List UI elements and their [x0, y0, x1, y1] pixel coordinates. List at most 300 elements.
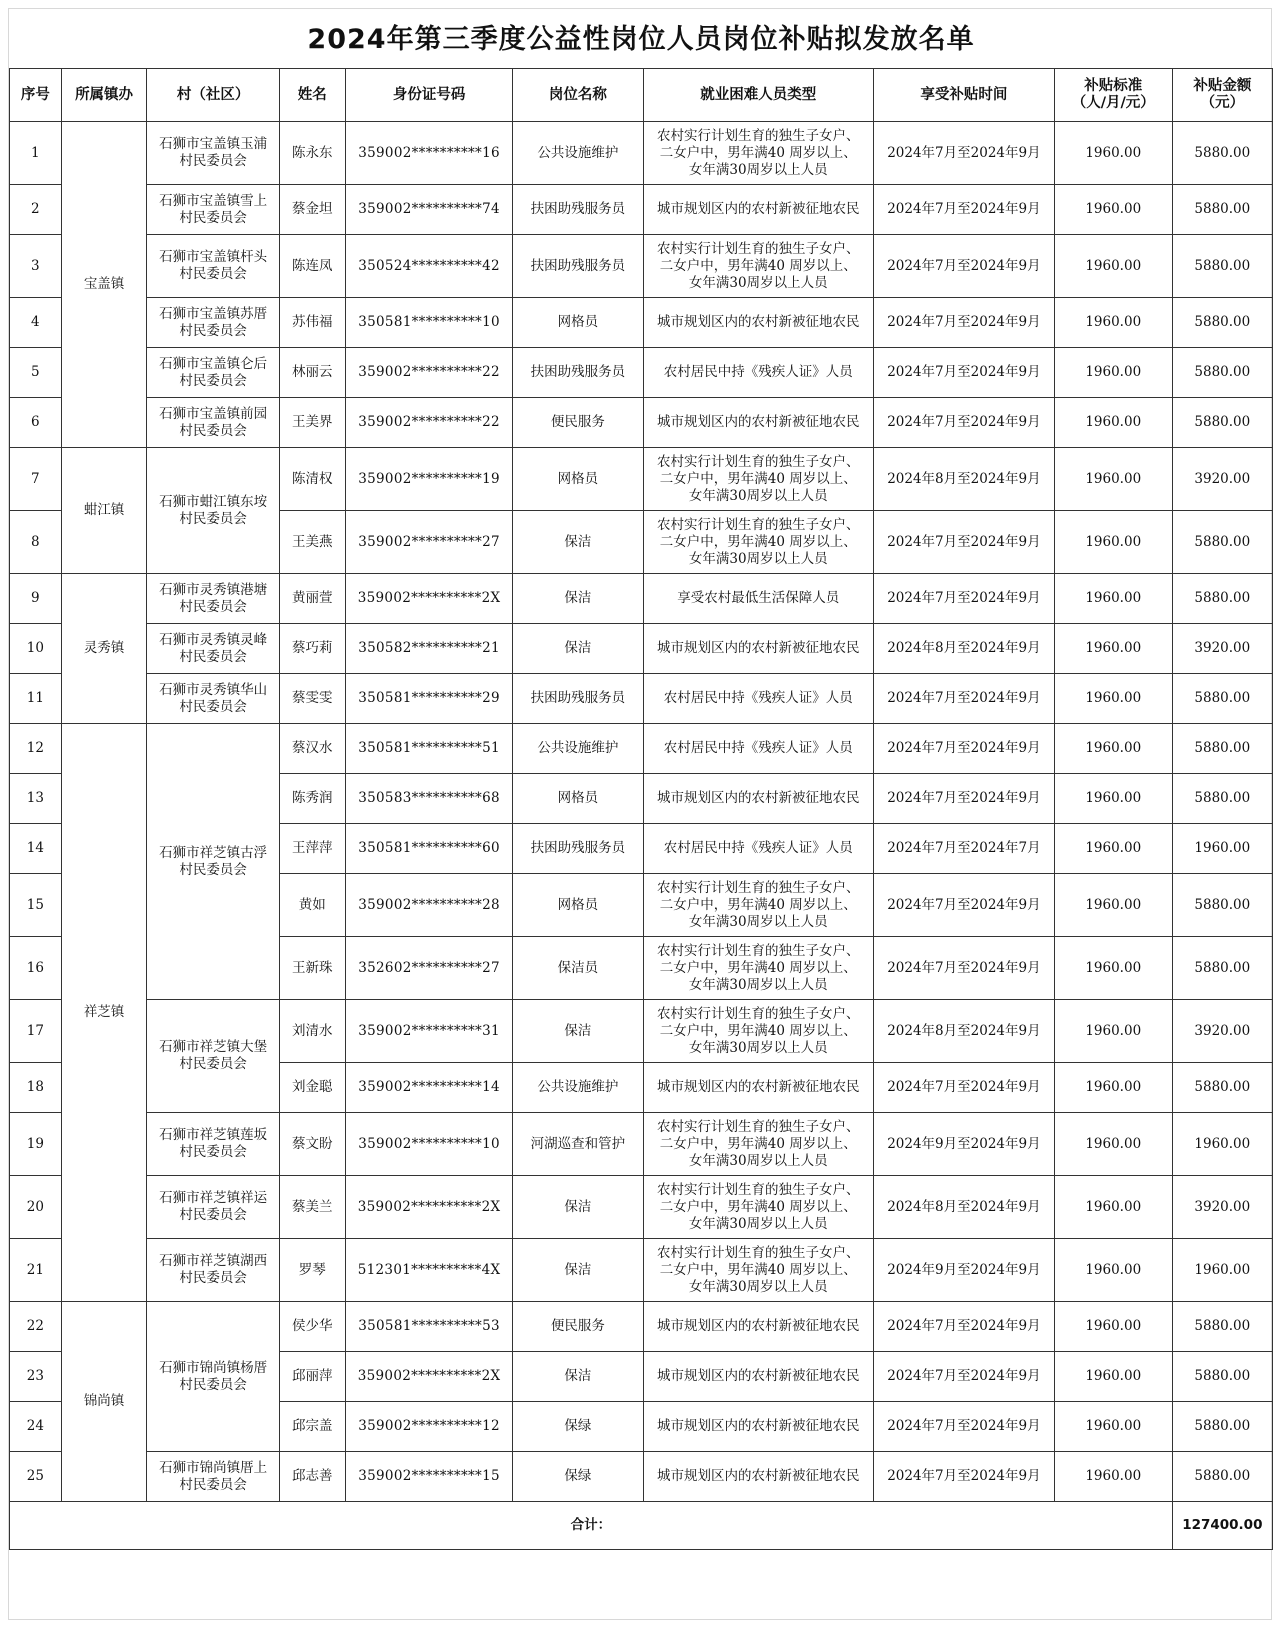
difficulty-type-line: 二女户中，男年满40 周岁以上、: [659, 144, 857, 161]
cell-name: 王新珠: [279, 937, 345, 1000]
village-line: 村民委员会: [179, 698, 247, 715]
cell-name: 陈永东: [279, 122, 345, 185]
cell-post: 网格员: [513, 874, 643, 937]
header-village: 村（社区）: [147, 69, 279, 122]
table-row: [10, 624, 1273, 674]
cell-post: 保洁: [513, 574, 643, 624]
cell-std: 1960.00: [1054, 122, 1172, 185]
cell-amount: 3920.00: [1172, 448, 1272, 511]
cell-difficulty-type: [643, 824, 873, 874]
difficulty-type-line: 城市规划区内的农村新被征地农民: [657, 640, 860, 656]
cell-no: 11: [10, 674, 62, 724]
cell-std: 1960.00: [1054, 348, 1172, 398]
cell-amount: 5880.00: [1172, 674, 1272, 724]
cell-id-number: 359002**********16: [345, 122, 512, 185]
village-line: 村民委员会: [179, 322, 247, 339]
cell-id-number: 350581**********51: [345, 724, 512, 774]
cell-post: 扶困助残服务员: [513, 185, 643, 235]
cell-difficulty-type: [643, 1000, 873, 1063]
table-row: [10, 674, 1273, 724]
cell-id-number: 512301**********4X: [345, 1239, 512, 1302]
cell-post: 网格员: [513, 774, 643, 824]
cell-post: 保绿: [513, 1452, 643, 1502]
cell-id-number: 359002**********22: [345, 398, 512, 448]
difficulty-type-line: 农村居民中持《残疾人证》人员: [663, 740, 853, 756]
cell-std: 1960.00: [1054, 1063, 1172, 1113]
cell-std: 1960.00: [1054, 185, 1172, 235]
cell-difficulty-type: [643, 1176, 873, 1239]
cell-difficulty-type: [643, 874, 873, 937]
cell-name: 黄丽萱: [279, 574, 345, 624]
table-row: [10, 185, 1273, 235]
village-line: 石狮市灵秀镇华山: [159, 681, 268, 698]
cell-name: 林丽云: [279, 348, 345, 398]
cell-period: 2024年7月至2024年9月: [873, 724, 1054, 774]
cell-village: [147, 574, 279, 624]
difficulty-type-line: 女年满30周岁以上人员: [688, 1215, 828, 1232]
header-std-line2: （人/月/元）: [1071, 95, 1155, 111]
cell-id-number: 359002**********27: [345, 511, 512, 574]
cell-post: 保洁: [513, 1239, 643, 1302]
cell-id-number: 350581**********53: [345, 1302, 512, 1352]
cell-no: 3: [10, 235, 62, 298]
village-line: 石狮市祥芝镇祥运: [159, 1190, 268, 1206]
cell-amount: 3920.00: [1172, 624, 1272, 674]
village-line: 村民委员会: [179, 1056, 247, 1072]
cell-name: 刘金聪: [279, 1063, 345, 1113]
cell-post: 便民服务: [513, 398, 643, 448]
difficulty-type-line: 女年满30周岁以上人员: [688, 1152, 828, 1169]
difficulty-type-line: 二女户中，男年满40 周岁以上、: [659, 533, 857, 550]
cell-id-number: 352602**********27: [345, 937, 512, 1000]
cell-no: 6: [10, 398, 62, 448]
cell-village: [147, 1176, 279, 1239]
cell-period: 2024年7月至2024年9月: [873, 1402, 1054, 1452]
cell-period: 2024年7月至2024年9月: [873, 235, 1054, 298]
village-line: 村民委员会: [179, 422, 247, 439]
cell-difficulty-type: [643, 1113, 873, 1176]
cell-std: 1960.00: [1054, 448, 1172, 511]
cell-id-number: 359002**********10: [345, 1113, 512, 1176]
cell-period: 2024年8月至2024年9月: [873, 624, 1054, 674]
cell-std: 1960.00: [1054, 724, 1172, 774]
difficulty-type-line: 享受农村最低生活保障人员: [677, 590, 840, 606]
cell-amount: 1960.00: [1172, 1113, 1272, 1176]
table-row: [10, 724, 1273, 774]
village-line: 村民委员会: [179, 1270, 247, 1286]
difficulty-type-line: 二女户中，男年满40 周岁以上、: [659, 1261, 857, 1278]
cell-name: 蔡汉水: [279, 724, 345, 774]
table-row: [10, 348, 1273, 398]
cell-period: 2024年7月至2024年9月: [873, 122, 1054, 185]
cell-no: 5: [10, 348, 62, 398]
cell-amount: 5880.00: [1172, 235, 1272, 298]
village-line: 村民委员会: [179, 1376, 247, 1393]
village-line: 石狮市祥芝镇湖西: [159, 1253, 268, 1269]
cell-period: 2024年9月至2024年9月: [873, 1239, 1054, 1302]
cell-no: 13: [10, 774, 62, 824]
cell-difficulty-type: [643, 1402, 873, 1452]
cell-post: 扶困助残服务员: [513, 824, 643, 874]
cell-std: 1960.00: [1054, 774, 1172, 824]
total-row: [10, 1502, 1273, 1550]
table-row: [10, 1113, 1273, 1176]
difficulty-type-line: 城市规划区内的农村新被征地农民: [657, 790, 860, 806]
cell-post: 保洁员: [513, 937, 643, 1000]
table-row: [10, 1176, 1273, 1239]
cell-no: 14: [10, 824, 62, 874]
difficulty-type-line: 二女户中，男年满40 周岁以上、: [659, 1198, 857, 1215]
difficulty-type-line: 农村实行计划生育的独生子女户、: [657, 1244, 860, 1261]
cell-std: 1960.00: [1054, 624, 1172, 674]
village-line: 石狮市锦尚镇厝上: [159, 1459, 268, 1476]
village-line: 石狮市祥芝镇古浮: [159, 844, 268, 861]
cell-amount: 5880.00: [1172, 724, 1272, 774]
cell-amount: 3920.00: [1172, 1000, 1272, 1063]
cell-amount: 5880.00: [1172, 298, 1272, 348]
cell-std: 1960.00: [1054, 1452, 1172, 1502]
header-id: 身份证号码: [345, 69, 512, 122]
cell-difficulty-type: [643, 937, 873, 1000]
cell-difficulty-type: [643, 348, 873, 398]
cell-no: 2: [10, 185, 62, 235]
cell-town: 宝盖镇: [61, 122, 147, 448]
difficulty-type-line: 二女户中，男年满40 周岁以上、: [659, 257, 857, 274]
cell-post: 保洁: [513, 511, 643, 574]
cell-post: 网格员: [513, 298, 643, 348]
village-line: 石狮市锦尚镇杨厝: [159, 1359, 268, 1376]
village-line: 石狮市灵秀镇灵峰: [159, 631, 268, 648]
cell-name: 陈秀润: [279, 774, 345, 824]
difficulty-type-line: 二女户中，男年满40 周岁以上、: [659, 1022, 857, 1039]
difficulty-type-line: 二女户中，男年满40 周岁以上、: [659, 470, 857, 487]
cell-no: 10: [10, 624, 62, 674]
cell-post: 网格员: [513, 448, 643, 511]
cell-id-number: 359002**********2X: [345, 574, 512, 624]
header-amt-line1: 补贴金额: [1193, 78, 1252, 94]
cell-std: 1960.00: [1054, 1176, 1172, 1239]
cell-village: [147, 185, 279, 235]
table-row: [10, 448, 1273, 511]
village-line: 村民委员会: [179, 1207, 247, 1223]
document-page: [8, 8, 1272, 1620]
total-label: 合计：: [10, 1502, 1173, 1550]
table-row: [10, 1452, 1273, 1502]
cell-post: 保洁: [513, 1352, 643, 1402]
cell-difficulty-type: [643, 511, 873, 574]
difficulty-type-line: 女年满30周岁以上人员: [688, 550, 828, 567]
cell-amount: 5880.00: [1172, 1452, 1272, 1502]
cell-difficulty-type: [643, 1063, 873, 1113]
cell-period: 2024年7月至2024年9月: [873, 1063, 1054, 1113]
difficulty-type-line: 女年满30周岁以上人员: [688, 274, 828, 291]
cell-std: 1960.00: [1054, 298, 1172, 348]
cell-name: 苏伟福: [279, 298, 345, 348]
difficulty-type-line: 农村实行计划生育的独生子女户、: [657, 127, 860, 144]
cell-period: 2024年7月至2024年9月: [873, 398, 1054, 448]
cell-town: 蚶江镇: [61, 448, 147, 574]
cell-name: 黄如: [279, 874, 345, 937]
cell-post: 保洁: [513, 1000, 643, 1063]
cell-std: 1960.00: [1054, 574, 1172, 624]
cell-no: 1: [10, 122, 62, 185]
header-std: [1054, 69, 1172, 122]
cell-std: 1960.00: [1054, 235, 1172, 298]
village-line: 村民委员会: [179, 648, 247, 665]
difficulty-type-line: 女年满30周岁以上人员: [688, 976, 828, 993]
village-line: 石狮市宝盖镇杆头: [159, 249, 268, 265]
cell-name: 王萍萍: [279, 824, 345, 874]
cell-village: [147, 624, 279, 674]
cell-id-number: 359002**********2X: [345, 1176, 512, 1239]
difficulty-type-line: 农村居民中持《残疾人证》人员: [663, 690, 853, 706]
cell-std: 1960.00: [1054, 1302, 1172, 1352]
table-row: [10, 1000, 1273, 1063]
cell-id-number: 359002**********28: [345, 874, 512, 937]
table-row: [10, 398, 1273, 448]
cell-no: 12: [10, 724, 62, 774]
cell-village: [147, 1452, 279, 1502]
cell-amount: 5880.00: [1172, 774, 1272, 824]
cell-amount: 5880.00: [1172, 937, 1272, 1000]
difficulty-type-line: 城市规划区内的农村新被征地农民: [657, 1418, 860, 1434]
cell-amount: 5880.00: [1172, 874, 1272, 937]
cell-std: 1960.00: [1054, 398, 1172, 448]
cell-amount: 5880.00: [1172, 185, 1272, 235]
difficulty-type-line: 女年满30周岁以上人员: [688, 487, 828, 504]
cell-village: [147, 1302, 279, 1452]
cell-difficulty-type: [643, 674, 873, 724]
cell-difficulty-type: [643, 122, 873, 185]
cell-no: 23: [10, 1352, 62, 1402]
cell-difficulty-type: [643, 185, 873, 235]
village-line: 石狮市宝盖镇雪上: [159, 192, 268, 209]
cell-village: [147, 674, 279, 724]
cell-amount: 5880.00: [1172, 1352, 1272, 1402]
cell-post: 保洁: [513, 1176, 643, 1239]
cell-period: 2024年7月至2024年9月: [873, 574, 1054, 624]
cell-no: 21: [10, 1239, 62, 1302]
cell-no: 25: [10, 1452, 62, 1502]
difficulty-type-line: 农村实行计划生育的独生子女户、: [657, 240, 860, 257]
cell-village: [147, 235, 279, 298]
cell-no: 20: [10, 1176, 62, 1239]
cell-id-number: 359002**********12: [345, 1402, 512, 1452]
cell-name: 王美界: [279, 398, 345, 448]
total-value: 127400.00: [1172, 1502, 1272, 1550]
cell-no: 16: [10, 937, 62, 1000]
difficulty-type-line: 城市规划区内的农村新被征地农民: [657, 201, 860, 217]
village-line: 村民委员会: [179, 209, 247, 226]
cell-std: 1960.00: [1054, 937, 1172, 1000]
cell-std: 1960.00: [1054, 874, 1172, 937]
header-std-line1: 补贴标准: [1084, 78, 1143, 94]
cell-std: 1960.00: [1054, 824, 1172, 874]
cell-post: 保洁: [513, 624, 643, 674]
cell-post: 便民服务: [513, 1302, 643, 1352]
difficulty-type-line: 女年满30周岁以上人员: [688, 913, 828, 930]
cell-name: 罗琴: [279, 1239, 345, 1302]
cell-amount: 5880.00: [1172, 348, 1272, 398]
cell-no: 19: [10, 1113, 62, 1176]
difficulty-type-line: 农村实行计划生育的独生子女户、: [657, 516, 860, 533]
header-amt-line2: （元）: [1200, 95, 1245, 111]
cell-name: 王美燕: [279, 511, 345, 574]
cell-amount: 5880.00: [1172, 398, 1272, 448]
table-row: [10, 235, 1273, 298]
cell-amount: 1960.00: [1172, 824, 1272, 874]
cell-id-number: 359002**********2X: [345, 1352, 512, 1402]
cell-post: 扶困助残服务员: [513, 674, 643, 724]
cell-difficulty-type: [643, 235, 873, 298]
cell-period: 2024年9月至2024年9月: [873, 1113, 1054, 1176]
cell-village: [147, 448, 279, 574]
cell-post: 保绿: [513, 1402, 643, 1452]
document-title: 2024年第三季度公益性岗位人员岗位补贴拟发放名单: [307, 24, 975, 55]
cell-difficulty-type: [643, 448, 873, 511]
cell-no: 22: [10, 1302, 62, 1352]
cell-period: 2024年8月至2024年9月: [873, 448, 1054, 511]
difficulty-type-line: 城市规划区内的农村新被征地农民: [657, 1368, 860, 1384]
cell-period: 2024年7月至2024年9月: [873, 774, 1054, 824]
cell-amount: 5880.00: [1172, 122, 1272, 185]
cell-difficulty-type: [643, 298, 873, 348]
cell-id-number: 359002**********19: [345, 448, 512, 511]
cell-no: 17: [10, 1000, 62, 1063]
cell-difficulty-type: [643, 1352, 873, 1402]
cell-amount: 5880.00: [1172, 1402, 1272, 1452]
village-line: 石狮市宝盖镇苏厝: [159, 305, 268, 322]
difficulty-type-line: 农村居民中持《残疾人证》人员: [663, 840, 853, 856]
difficulty-type-line: 女年满30周岁以上人员: [688, 1039, 828, 1056]
cell-period: 2024年7月至2024年9月: [873, 511, 1054, 574]
cell-name: 邱志善: [279, 1452, 345, 1502]
difficulty-type-line: 农村居民中持《残疾人证》人员: [663, 364, 853, 380]
difficulty-type-line: 城市规划区内的农村新被征地农民: [657, 1079, 860, 1095]
cell-std: 1960.00: [1054, 511, 1172, 574]
cell-period: 2024年8月至2024年9月: [873, 1176, 1054, 1239]
cell-id-number: 350581**********29: [345, 674, 512, 724]
cell-period: 2024年7月至2024年9月: [873, 874, 1054, 937]
cell-name: 蔡文盼: [279, 1113, 345, 1176]
village-line: 石狮市灵秀镇港塘: [159, 581, 268, 598]
village-line: 石狮市蚶江镇东垵: [159, 493, 268, 510]
difficulty-type-line: 城市规划区内的农村新被征地农民: [657, 414, 860, 430]
subsidy-table: [9, 68, 1273, 1550]
cell-id-number: 350583**********68: [345, 774, 512, 824]
cell-amount: 1960.00: [1172, 1239, 1272, 1302]
difficulty-type-line: 农村实行计划生育的独生子女户、: [657, 942, 860, 959]
cell-difficulty-type: [643, 724, 873, 774]
village-line: 石狮市祥芝镇大堡: [159, 1039, 268, 1055]
cell-amount: 5880.00: [1172, 1302, 1272, 1352]
cell-name: 陈连凤: [279, 235, 345, 298]
cell-no: 8: [10, 511, 62, 574]
difficulty-type-line: 二女户中，男年满40 周岁以上、: [659, 896, 857, 913]
header-town: 所属镇办: [61, 69, 147, 122]
cell-period: 2024年7月至2024年9月: [873, 298, 1054, 348]
cell-amount: 3920.00: [1172, 1176, 1272, 1239]
table-body: [10, 122, 1273, 1502]
cell-village: [147, 348, 279, 398]
cell-period: 2024年7月至2024年9月: [873, 185, 1054, 235]
cell-village: [147, 1113, 279, 1176]
header-no: 序号: [10, 69, 62, 122]
village-line: 村民委员会: [179, 266, 247, 282]
cell-period: 2024年8月至2024年9月: [873, 1000, 1054, 1063]
cell-std: 1960.00: [1054, 674, 1172, 724]
cell-name: 侯少华: [279, 1302, 345, 1352]
difficulty-type-line: 城市规划区内的农村新被征地农民: [657, 1318, 860, 1334]
village-line: 石狮市宝盖镇仑后: [159, 355, 268, 372]
village-line: 村民委员会: [179, 861, 247, 878]
header-type: 就业困难人员类型: [643, 69, 873, 122]
cell-no: 24: [10, 1402, 62, 1452]
cell-name: 蔡金坦: [279, 185, 345, 235]
table-row: [10, 298, 1273, 348]
cell-id-number: 359002**********31: [345, 1000, 512, 1063]
cell-post: 河湖巡查和管护: [513, 1113, 643, 1176]
cell-village: [147, 122, 279, 185]
cell-difficulty-type: [643, 574, 873, 624]
cell-name: 陈清权: [279, 448, 345, 511]
village-line: 村民委员会: [179, 153, 247, 169]
cell-std: 1960.00: [1054, 1352, 1172, 1402]
cell-post: 扶困助残服务员: [513, 348, 643, 398]
cell-village: [147, 398, 279, 448]
header-period: 享受补贴时间: [873, 69, 1054, 122]
difficulty-type-line: 城市规划区内的农村新被征地农民: [657, 1468, 860, 1484]
cell-village: [147, 1000, 279, 1113]
village-line: 村民委员会: [179, 1476, 247, 1493]
cell-id-number: 359002**********14: [345, 1063, 512, 1113]
difficulty-type-line: 农村实行计划生育的独生子女户、: [657, 1181, 860, 1198]
cell-town: 锦尚镇: [61, 1302, 147, 1502]
cell-amount: 5880.00: [1172, 1063, 1272, 1113]
difficulty-type-line: 农村实行计划生育的独生子女户、: [657, 1118, 860, 1135]
cell-amount: 5880.00: [1172, 574, 1272, 624]
cell-post: 扶困助残服务员: [513, 235, 643, 298]
cell-id-number: 359002**********74: [345, 185, 512, 235]
village-line: 石狮市宝盖镇玉浦: [159, 136, 268, 152]
difficulty-type-line: 二女户中，男年满40 周岁以上、: [659, 959, 857, 976]
header-name: 姓名: [279, 69, 345, 122]
table-row: [10, 1239, 1273, 1302]
difficulty-type-line: 农村实行计划生育的独生子女户、: [657, 879, 860, 896]
cell-id-number: 350582**********21: [345, 624, 512, 674]
cell-id-number: 359002**********15: [345, 1452, 512, 1502]
difficulty-type-line: 农村实行计划生育的独生子女户、: [657, 1005, 860, 1022]
cell-post: 公共设施维护: [513, 122, 643, 185]
cell-id-number: 359002**********22: [345, 348, 512, 398]
village-line: 村民委员会: [179, 598, 247, 615]
cell-period: 2024年7月至2024年9月: [873, 937, 1054, 1000]
cell-period: 2024年7月至2024年9月: [873, 1352, 1054, 1402]
cell-std: 1960.00: [1054, 1402, 1172, 1452]
cell-period: 2024年7月至2024年9月: [873, 1452, 1054, 1502]
difficulty-type-line: 二女户中，男年满40 周岁以上、: [659, 1135, 857, 1152]
cell-id-number: 350581**********60: [345, 824, 512, 874]
cell-name: 刘清水: [279, 1000, 345, 1063]
cell-difficulty-type: [643, 1302, 873, 1352]
table-row: [10, 574, 1273, 624]
village-line: 村民委员会: [179, 1144, 247, 1160]
cell-town: 祥芝镇: [61, 724, 147, 1302]
cell-std: 1960.00: [1054, 1113, 1172, 1176]
cell-village: [147, 1239, 279, 1302]
cell-period: 2024年7月至2024年9月: [873, 1302, 1054, 1352]
table-row: [10, 122, 1273, 185]
